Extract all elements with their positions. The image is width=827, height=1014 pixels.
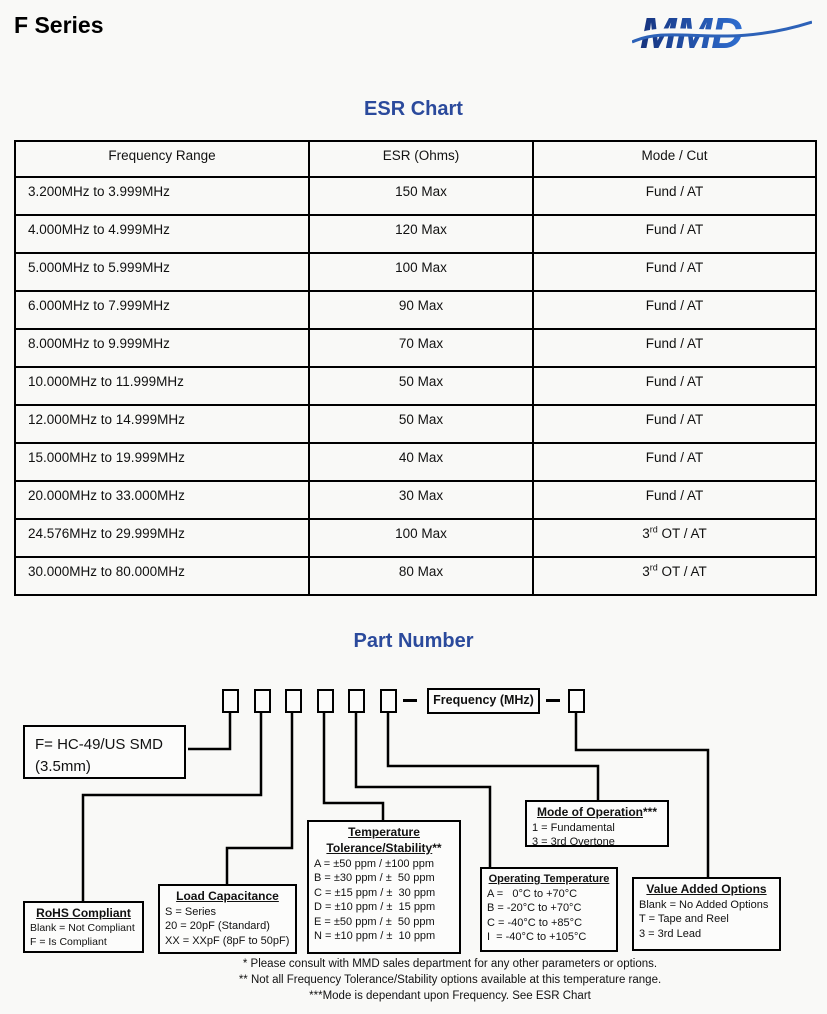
- table-row: [15, 329, 816, 367]
- package-line: (3.5mm): [35, 757, 91, 775]
- esr-cell: 100 Max: [309, 519, 533, 557]
- table-row: [15, 291, 816, 329]
- rohs-compliant-callout: [23, 901, 144, 953]
- table-row: [15, 215, 816, 253]
- col-header-esr: ESR (Ohms): [309, 141, 533, 177]
- callout-line: S = Series: [165, 905, 217, 918]
- callout-line: A = 0°C to +70°C: [487, 887, 578, 900]
- operating-temperature-callout: [480, 867, 618, 952]
- mode-of-operation-callout: [525, 800, 669, 847]
- callout-title: RoHS Compliant: [36, 906, 131, 920]
- callout-line: 3 = 3rd Overtone: [532, 836, 615, 849]
- table-row: [15, 519, 816, 557]
- part-number-digit-box: [317, 689, 334, 713]
- esr-table: [14, 140, 817, 596]
- esr-cell: 80 Max: [309, 557, 533, 595]
- esr-chart-heading: ESR Chart: [364, 98, 463, 120]
- freq-range-cell: 24.576MHz to 29.999MHz: [15, 519, 309, 557]
- esr-cell: 90 Max: [309, 291, 533, 329]
- callout-line: Blank = No Added Options: [639, 898, 769, 911]
- mmd-logo-icon: [632, 8, 812, 56]
- callout-title: Operating Temperature: [488, 873, 610, 885]
- mode-cut-cell: Fund / AT: [533, 367, 816, 405]
- esr-cell: 30 Max: [309, 481, 533, 519]
- callout-title: Value Added Options: [646, 882, 767, 896]
- part-number-digit-box: [285, 689, 302, 713]
- logo-text: MMD: [640, 9, 743, 56]
- dash-separator: [546, 699, 560, 702]
- load-capacitance-callout: [158, 884, 297, 954]
- freq-range-cell: 5.000MHz to 5.999MHz: [15, 253, 309, 291]
- package-line: F= HC-49/US SMD: [35, 736, 163, 753]
- esr-cell: 40 Max: [309, 443, 533, 481]
- mode-cut-cell: Fund / AT: [533, 177, 816, 215]
- table-header-row: [15, 141, 816, 177]
- table-row: [15, 253, 816, 291]
- callout-line: A = ±50 ppm / ±100 ppm: [314, 857, 435, 870]
- part-number-heading: Part Number: [353, 630, 474, 652]
- mode-cut-cell: Fund / AT: [533, 443, 816, 481]
- freq-range-cell: 8.000MHz to 9.999MHz: [15, 329, 309, 367]
- mode-cut-cell: Fund / AT: [533, 329, 816, 367]
- callout-line: 3 = 3rd Lead: [639, 927, 702, 940]
- callout-title: Mode of Operation***: [536, 805, 657, 819]
- callout-line: B = -20°C to +70°C: [487, 902, 582, 915]
- mode-cut-cell: Fund / AT: [533, 291, 816, 329]
- footnotes: [60, 956, 827, 1004]
- callout-line: XX = XXpF (8pF to 50pF): [165, 934, 290, 947]
- freq-range-cell: 6.000MHz to 7.999MHz: [15, 291, 309, 329]
- freq-range-cell: 3.200MHz to 3.999MHz: [15, 177, 309, 215]
- esr-cell: 150 Max: [309, 177, 533, 215]
- dash-separator: [403, 699, 417, 702]
- frequency-label-box: Frequency (MHz): [427, 688, 540, 714]
- callout-line: C = ±15 ppm / ± 30 ppm: [314, 886, 436, 899]
- freq-range-cell: 15.000MHz to 19.999MHz: [15, 443, 309, 481]
- callout-title: Load Capacitance: [176, 889, 279, 903]
- part-number-digit-box: [348, 689, 365, 713]
- freq-range-cell: 12.000MHz to 14.999MHz: [15, 405, 309, 443]
- mode-cut-cell: 3rd OT / AT: [533, 519, 816, 557]
- temperature-tolerance-callout: [307, 820, 461, 954]
- table-row: [15, 557, 816, 595]
- value-added-options-callout: [632, 877, 781, 951]
- callout-line: E = ±50 ppm / ± 50 ppm: [314, 915, 435, 928]
- freq-range-cell: 4.000MHz to 4.999MHz: [15, 215, 309, 253]
- table-row: [15, 443, 816, 481]
- callout-line: 20 = 20pF (Standard): [165, 920, 270, 933]
- callout-line: I = -40°C to +105°C: [487, 931, 587, 944]
- callout-line: F = Is Compliant: [30, 935, 107, 948]
- footnote: ** Not all Frequency Tolerance/Stability options available at this temperature range.: [238, 974, 662, 986]
- table-row: [15, 405, 816, 443]
- freq-range-cell: 10.000MHz to 11.999MHz: [15, 367, 309, 405]
- part-number-digit-box: [380, 689, 397, 713]
- callout-title: Tolerance/Stability**: [326, 840, 442, 855]
- footnote: ***Mode is dependant upon Frequency. See ESR Chart: [309, 990, 591, 1002]
- esr-cell: 120 Max: [309, 215, 533, 253]
- esr-cell: 70 Max: [309, 329, 533, 367]
- part-number-digit-box: [568, 689, 585, 713]
- callout-line: N = ±10 ppm / ± 10 ppm: [314, 930, 436, 943]
- page-title: F Series: [14, 12, 104, 38]
- callout-line: D = ±10 ppm / ± 15 ppm: [314, 901, 436, 914]
- mode-cut-cell: Fund / AT: [533, 253, 816, 291]
- part-number-digit-box: [254, 689, 271, 713]
- callout-line: B = ±30 ppm / ± 50 ppm: [314, 872, 435, 885]
- mode-cut-cell: 3rd OT / AT: [533, 557, 816, 595]
- footnote: * Please consult with MMD sales department for any other parameters or options.: [242, 958, 658, 970]
- freq-range-cell: 30.000MHz to 80.000MHz: [15, 557, 309, 595]
- callout-line: Blank = Not Compliant: [30, 921, 135, 934]
- callout-line: C = -40°C to +85°C: [487, 916, 583, 929]
- table-row: [15, 177, 816, 215]
- table-row: [15, 367, 816, 405]
- esr-cell: 50 Max: [309, 405, 533, 443]
- callout-line: T = Tape and Reel: [639, 913, 729, 926]
- callout-title: Temperature: [348, 825, 420, 839]
- esr-cell: 100 Max: [309, 253, 533, 291]
- freq-range-cell: 20.000MHz to 33.000MHz: [15, 481, 309, 519]
- callout-line: 1 = Fundamental: [532, 821, 615, 834]
- mode-cut-cell: Fund / AT: [533, 405, 816, 443]
- package-callout: [23, 725, 186, 779]
- col-header-frequency-range: Frequency Range: [15, 141, 309, 177]
- mode-cut-cell: Fund / AT: [533, 215, 816, 253]
- col-header-mode-cut: Mode / Cut: [533, 141, 816, 177]
- table-row: [15, 481, 816, 519]
- mode-cut-cell: Fund / AT: [533, 481, 816, 519]
- esr-cell: 50 Max: [309, 367, 533, 405]
- part-number-digit-box: [222, 689, 239, 713]
